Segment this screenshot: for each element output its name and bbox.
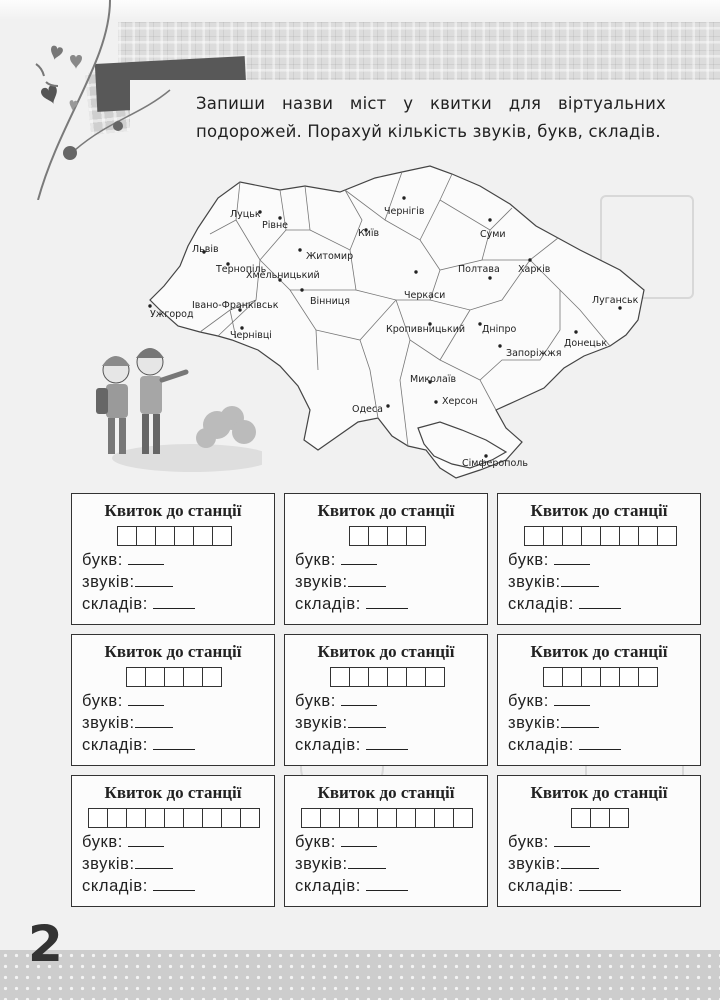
- count-line-letters: [295, 832, 377, 852]
- count-blank-input[interactable]: [366, 876, 408, 891]
- count-line-syllables: [508, 735, 621, 755]
- count-line-syllables: [295, 876, 408, 896]
- letter-cell-input[interactable]: [590, 808, 610, 828]
- letter-cell-input[interactable]: [320, 808, 340, 828]
- count-label-sounds: звуків:: [508, 573, 561, 591]
- count-blank-input[interactable]: [579, 876, 621, 891]
- ticket-title: Квиток до станції: [317, 501, 455, 520]
- letter-cell-input[interactable]: [562, 526, 582, 546]
- count-blank-input[interactable]: [579, 735, 621, 750]
- ticket-title: Квиток до станції: [104, 501, 242, 520]
- page-top: [0, 0, 720, 20]
- count-label-syllables: складів:: [82, 736, 148, 754]
- ticket-title: Квиток до станції: [317, 783, 455, 802]
- count-label-sounds: звуків:: [508, 855, 561, 873]
- city-label: Луганськ: [592, 295, 639, 306]
- count-blank-input[interactable]: [128, 832, 164, 847]
- count-blank-input[interactable]: [341, 832, 377, 847]
- heart-icon: [48, 45, 63, 62]
- city-label: Сімферополь: [462, 458, 528, 469]
- letter-cell-input[interactable]: [136, 526, 156, 546]
- letter-cells: [117, 526, 232, 546]
- letter-cell-input[interactable]: [543, 526, 563, 546]
- count-label-syllables: складів:: [508, 595, 574, 613]
- decorative-bottom-band: [0, 950, 720, 1000]
- bush-icon: [196, 406, 256, 448]
- letter-cell-input[interactable]: [368, 667, 388, 687]
- city-label: Тернопіль: [216, 264, 267, 275]
- count-blank-input[interactable]: [341, 691, 377, 706]
- count-line-syllables: [82, 876, 195, 896]
- letter-cell-input[interactable]: [619, 667, 639, 687]
- letter-cell-input[interactable]: [377, 808, 397, 828]
- count-label-syllables: складів:: [295, 595, 361, 613]
- letter-cell-input[interactable]: [164, 808, 184, 828]
- bead-icon: [63, 146, 77, 160]
- count-blank-input[interactable]: [366, 594, 408, 609]
- city-label: Рівне: [262, 220, 289, 231]
- task-instruction: Запиши назви міст у квитки для віртуальних подорожей. Порахуй кількість звуків, букв, складів.: [196, 94, 666, 141]
- city-label: Київ: [358, 228, 380, 239]
- count-line-syllables: [82, 735, 195, 755]
- ticket-title: Квиток до станції: [530, 501, 668, 520]
- count-label-letters: букв:: [82, 833, 123, 851]
- count-blank-input[interactable]: [366, 735, 408, 750]
- station-ticket: [497, 775, 701, 907]
- letter-cell-input[interactable]: [88, 808, 108, 828]
- count-blank-input[interactable]: [135, 572, 173, 587]
- station-ticket: [284, 634, 488, 766]
- child-icon: [96, 356, 130, 454]
- city-label: Донецьк: [564, 338, 608, 349]
- city-label: Ужгород: [150, 309, 194, 320]
- letter-cell-input[interactable]: [145, 808, 165, 828]
- station-ticket: [71, 493, 275, 625]
- count-label-syllables: складів:: [295, 736, 361, 754]
- letter-cell-input[interactable]: [126, 808, 146, 828]
- ticket-title: Квиток до станції: [317, 642, 455, 661]
- count-blank-input[interactable]: [153, 735, 195, 750]
- city-label: Миколаїв: [410, 374, 457, 385]
- ticket-title: Квиток до станції: [104, 783, 242, 802]
- letter-cell-input[interactable]: [183, 667, 203, 687]
- count-line-sounds: [508, 713, 599, 733]
- letter-cell-input[interactable]: [543, 667, 563, 687]
- count-line-letters: [82, 832, 164, 852]
- city-label: Вінниця: [310, 296, 350, 307]
- count-label-syllables: складів:: [508, 877, 574, 895]
- station-ticket: [497, 634, 701, 766]
- station-ticket: [284, 775, 488, 907]
- count-label-sounds: звуків:: [295, 855, 348, 873]
- ticket-title: Квиток до станції: [104, 642, 242, 661]
- letter-cell-input[interactable]: [349, 526, 369, 546]
- count-line-letters: [508, 550, 590, 570]
- count-label-syllables: складів:: [295, 877, 361, 895]
- heart-icon: [40, 84, 61, 107]
- letter-cell-input[interactable]: [117, 526, 137, 546]
- count-line-sounds: [295, 713, 386, 733]
- count-blank-input[interactable]: [135, 854, 173, 869]
- letter-cell-input[interactable]: [339, 808, 359, 828]
- letter-cell-input[interactable]: [202, 808, 222, 828]
- count-blank-input[interactable]: [561, 713, 599, 728]
- city-label: Чернівці: [230, 330, 272, 341]
- count-blank-input[interactable]: [348, 854, 386, 869]
- letter-cell-input[interactable]: [358, 808, 378, 828]
- letter-cells: [330, 667, 445, 687]
- city-label: Івано-Франківськ: [192, 300, 279, 311]
- city-label: Луцьк: [230, 209, 261, 220]
- letter-cell-input[interactable]: [368, 526, 388, 546]
- count-line-letters: [82, 550, 164, 570]
- letter-cells: [571, 808, 629, 828]
- count-line-sounds: [508, 854, 599, 874]
- count-blank-input[interactable]: [341, 550, 377, 565]
- letter-cell-input[interactable]: [562, 667, 582, 687]
- count-blank-input[interactable]: [554, 691, 590, 706]
- city-label: Львів: [192, 244, 219, 255]
- count-blank-input[interactable]: [128, 691, 164, 706]
- count-label-sounds: звуків:: [82, 573, 135, 591]
- count-line-letters: [82, 691, 164, 711]
- count-line-letters: [295, 691, 377, 711]
- count-line-sounds: [82, 854, 173, 874]
- letter-cell-input[interactable]: [406, 526, 426, 546]
- letter-cell-input[interactable]: [406, 667, 426, 687]
- station-ticket: [71, 775, 275, 907]
- letter-cell-input[interactable]: [581, 667, 601, 687]
- letter-cell-input[interactable]: [193, 526, 213, 546]
- city-label: Чернігів: [384, 206, 425, 217]
- count-label-letters: букв:: [82, 692, 123, 710]
- count-blank-input[interactable]: [153, 594, 195, 609]
- count-blank-input[interactable]: [554, 550, 590, 565]
- heart-icon: [70, 55, 82, 69]
- city-label: Суми: [480, 229, 506, 240]
- count-line-syllables: [295, 594, 408, 614]
- count-line-sounds: [82, 713, 173, 733]
- ticket-title: Квиток до станції: [530, 642, 668, 661]
- letter-cell-input[interactable]: [301, 808, 321, 828]
- letter-cell-input[interactable]: [202, 667, 222, 687]
- letter-cell-input[interactable]: [415, 808, 435, 828]
- letter-cell-input[interactable]: [657, 526, 677, 546]
- count-blank-input[interactable]: [579, 594, 621, 609]
- letter-cell-input[interactable]: [571, 808, 591, 828]
- city-label: Хмельницький: [246, 270, 320, 281]
- letter-cell-input[interactable]: [212, 526, 232, 546]
- count-label-sounds: звуків:: [295, 573, 348, 591]
- letter-cell-input[interactable]: [107, 808, 127, 828]
- count-blank-input[interactable]: [554, 832, 590, 847]
- city-label: Черкаси: [404, 290, 446, 301]
- count-line-sounds: [508, 572, 599, 592]
- letter-cell-input[interactable]: [425, 667, 445, 687]
- letter-cell-input[interactable]: [387, 526, 407, 546]
- letter-cell-input[interactable]: [453, 808, 473, 828]
- city-label: Запоріжжя: [506, 348, 562, 359]
- letter-cell-input[interactable]: [349, 667, 369, 687]
- letter-cell-input[interactable]: [396, 808, 416, 828]
- count-label-letters: букв:: [508, 551, 549, 569]
- letter-cell-input[interactable]: [174, 526, 194, 546]
- count-label-sounds: звуків:: [82, 714, 135, 732]
- child-icon: [136, 348, 186, 454]
- letter-cells: [88, 808, 260, 828]
- station-ticket: [71, 634, 275, 766]
- count-blank-input[interactable]: [348, 572, 386, 587]
- letter-cell-input[interactable]: [240, 808, 260, 828]
- count-line-sounds: [295, 572, 386, 592]
- letter-cell-input[interactable]: [183, 808, 203, 828]
- letter-cell-input[interactable]: [164, 667, 184, 687]
- count-blank-input[interactable]: [128, 550, 164, 565]
- city-label: Дніпро: [482, 324, 517, 335]
- city-label: Одеса: [352, 404, 383, 415]
- letter-cell-input[interactable]: [600, 526, 620, 546]
- count-label-letters: букв:: [508, 692, 549, 710]
- count-blank-input[interactable]: [348, 713, 386, 728]
- city-label: Харків: [518, 264, 551, 275]
- letter-cell-input[interactable]: [221, 808, 241, 828]
- count-line-letters: [508, 832, 590, 852]
- letter-cell-input[interactable]: [126, 667, 146, 687]
- count-line-sounds: [82, 572, 173, 592]
- count-label-letters: букв:: [295, 692, 336, 710]
- letter-cells: [524, 526, 677, 546]
- letter-cells: [349, 526, 426, 546]
- letter-cell-input[interactable]: [434, 808, 454, 828]
- count-label-sounds: звуків:: [295, 714, 348, 732]
- letter-cell-input[interactable]: [600, 667, 620, 687]
- letter-cell-input[interactable]: [387, 667, 407, 687]
- count-label-letters: букв:: [295, 833, 336, 851]
- count-label-syllables: складів:: [82, 877, 148, 895]
- page-number: 2: [28, 915, 63, 973]
- station-ticket: [497, 493, 701, 625]
- city-label: Кропивницький: [386, 324, 466, 335]
- count-line-syllables: [508, 876, 621, 896]
- count-label-syllables: складів:: [508, 736, 574, 754]
- ticket-title: Квиток до станції: [530, 783, 668, 802]
- letter-cell-input[interactable]: [638, 667, 658, 687]
- letter-cell-input[interactable]: [609, 808, 629, 828]
- count-line-letters: [508, 691, 590, 711]
- letter-cell-input[interactable]: [524, 526, 544, 546]
- letter-cell-input[interactable]: [145, 667, 165, 687]
- letter-cells: [126, 667, 222, 687]
- letter-cells: [543, 667, 658, 687]
- count-line-letters: [295, 550, 377, 570]
- letter-cell-input[interactable]: [155, 526, 175, 546]
- count-label-letters: букв:: [508, 833, 549, 851]
- hiking-kids-illustration: [82, 340, 262, 480]
- count-blank-input[interactable]: [561, 572, 599, 587]
- letter-cell-input[interactable]: [619, 526, 639, 546]
- count-label-syllables: складів:: [82, 595, 148, 613]
- count-label-letters: букв:: [295, 551, 336, 569]
- letter-cells: [301, 808, 473, 828]
- letter-cell-input[interactable]: [330, 667, 350, 687]
- count-line-syllables: [295, 735, 408, 755]
- city-label: Херсон: [442, 396, 478, 407]
- count-line-sounds: [295, 854, 386, 874]
- heart-icon: [68, 100, 78, 111]
- letter-cell-input[interactable]: [581, 526, 601, 546]
- count-blank-input[interactable]: [561, 854, 599, 869]
- count-line-syllables: [82, 594, 195, 614]
- count-blank-input[interactable]: [153, 876, 195, 891]
- count-label-sounds: звуків:: [82, 855, 135, 873]
- count-line-syllables: [508, 594, 621, 614]
- count-label-letters: букв:: [82, 551, 123, 569]
- station-ticket: [284, 493, 488, 625]
- count-blank-input[interactable]: [135, 713, 173, 728]
- city-label: Полтава: [458, 264, 500, 275]
- count-label-sounds: звуків:: [508, 714, 561, 732]
- letter-cell-input[interactable]: [638, 526, 658, 546]
- city-label: Житомир: [306, 251, 354, 262]
